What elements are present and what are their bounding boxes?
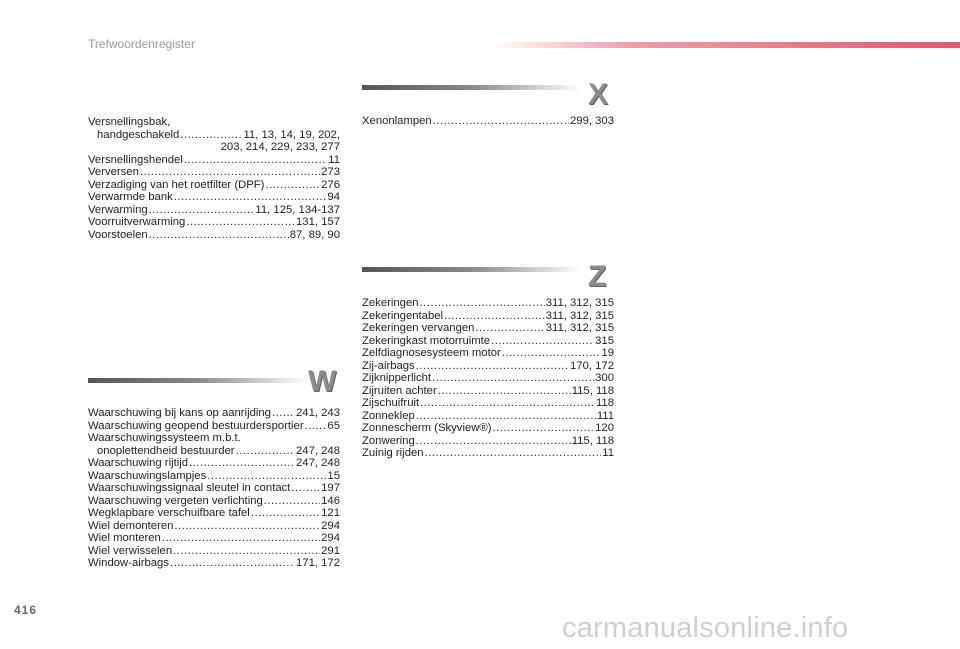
index-entry-term: Wegklapbare verschuifbare tafel — [88, 507, 250, 519]
index-entry — [362, 422, 614, 435]
index-entry-pages: 11, 13, 14, 19, 202, — [243, 128, 340, 141]
dot-leader — [420, 297, 545, 310]
dot-leader — [162, 532, 320, 545]
index-entry-pages: 120 — [595, 422, 614, 434]
index-entry-term: Zonnescherm (Skyview®) — [362, 422, 492, 434]
index-entry-term: Zijruiten achter — [362, 384, 437, 397]
index-entry-term: Waarschuwing bij kans op aanrijding — [88, 407, 271, 419]
index-entry — [362, 310, 614, 323]
index-entry-pages: 291 — [321, 544, 340, 557]
index-entry — [88, 154, 340, 167]
index-entry — [88, 457, 340, 470]
index-entry-term: Voorstoelen — [88, 228, 148, 241]
index-entry-term: Verwarmde bank — [88, 191, 173, 203]
index-entry — [88, 216, 340, 229]
index-entry-term: Zonwering — [362, 434, 415, 447]
index-entry-term: Wiel monteren — [88, 532, 161, 544]
index-entry — [88, 166, 340, 179]
dot-leader — [189, 457, 295, 470]
index-entry-pages: 170, 172 — [570, 359, 614, 372]
dot-leader — [149, 204, 255, 217]
section-w-divider — [88, 378, 308, 383]
index-entry-pages: 11, 125, 134-137 — [255, 203, 340, 216]
index-entry-pages: 247, 248 — [296, 457, 340, 469]
index-entry-term: Versnellingshendel — [88, 153, 183, 166]
dot-leader — [416, 435, 571, 448]
header-accent-bar — [490, 42, 960, 48]
index-entry — [362, 347, 614, 360]
dot-leader — [305, 420, 327, 433]
dot-leader — [236, 445, 295, 458]
index-entry — [88, 204, 340, 217]
index-entry-pages: 197 — [321, 482, 340, 494]
index-entry-term: Xenonlampen — [362, 115, 432, 127]
section-x-divider — [362, 85, 582, 90]
dot-leader — [265, 179, 320, 192]
dot-leader — [251, 507, 320, 520]
index-entry — [88, 532, 340, 545]
section-w-entries — [88, 407, 340, 570]
index-entry — [88, 229, 340, 242]
index-entry-heading: Versnellingsbak, — [88, 116, 171, 128]
index-entry-term: Zijschuifruit — [362, 397, 420, 409]
dot-leader — [174, 191, 327, 204]
dot-leader — [173, 545, 320, 558]
index-entry-pages: 300 — [595, 372, 614, 384]
page-header-title: Trefwoordenregister — [88, 37, 195, 51]
index-entry — [88, 470, 340, 483]
index-entry — [88, 507, 340, 520]
index-entry — [88, 407, 340, 420]
watermark-text: carmanualsonline.info — [562, 612, 849, 644]
dot-leader — [186, 216, 295, 229]
dot-leader — [492, 422, 594, 435]
section-x-letter: X — [588, 78, 609, 111]
index-entry-pages: 11 — [328, 153, 340, 166]
index-entry-term: Wiel demonteren — [88, 519, 174, 532]
index-entry — [88, 179, 340, 192]
index-entry — [362, 385, 614, 398]
dot-leader — [174, 520, 320, 533]
index-entry-pages: 111 — [596, 409, 614, 422]
index-entry — [88, 545, 340, 558]
dot-leader — [475, 322, 544, 335]
dot-leader — [432, 372, 594, 385]
index-entry — [88, 129, 340, 142]
dot-leader — [491, 335, 594, 348]
dot-leader — [416, 410, 596, 423]
section-z-entries — [362, 297, 614, 460]
index-entry-pages: 241, 243 — [296, 407, 340, 419]
index-entry-pages: 131, 157 — [296, 216, 340, 228]
index-entry-pages: 146 — [321, 494, 340, 507]
index-entry-pages: 299, 303 — [570, 115, 614, 127]
index-entry-pages: 247, 248 — [296, 444, 340, 457]
dot-leader — [184, 154, 327, 167]
index-entry-pages: 19 — [601, 347, 614, 359]
index-entry-term: Zekeringen vervangen — [362, 322, 475, 334]
index-entry — [362, 360, 614, 373]
index-entry — [362, 447, 614, 460]
index-entry — [362, 115, 614, 128]
section-z-divider — [362, 267, 582, 272]
index-entry-pages: 311, 312, 315 — [545, 309, 614, 322]
dot-leader — [272, 407, 295, 420]
index-entry-term: onoplettendheid bestuurder — [97, 444, 235, 457]
index-entry-term: Waarschuwingssignaal sleutel in contact — [88, 482, 291, 494]
index-entry-term: Zuinig rijden — [362, 447, 424, 459]
index-entry-pages: 294 — [321, 532, 340, 544]
index-entry — [362, 297, 614, 310]
section-x-entries — [362, 115, 614, 128]
index-entry-pages: 65 — [327, 419, 340, 432]
index-entry-term: Verwarming — [88, 203, 148, 216]
index-entry-pages: 311, 312, 315 — [545, 297, 614, 309]
index-entry-term: Waarschuwing rijtijd — [88, 457, 189, 469]
index-entry-pages: 294 — [321, 519, 340, 532]
index-entry-pages: 121 — [321, 507, 340, 519]
index-entry — [88, 191, 340, 204]
dot-leader — [140, 166, 320, 179]
index-entry — [88, 445, 340, 458]
index-entry — [88, 557, 340, 570]
index-entry-term: Zonneklep — [362, 409, 415, 422]
index-entry-pages: 94 — [327, 191, 340, 203]
index-entry — [88, 420, 340, 433]
dot-leader — [264, 495, 320, 508]
index-entry-pages: 11 — [602, 447, 614, 459]
index-entry-pages: 273 — [321, 166, 340, 178]
index-entry-pages: 311, 312, 315 — [545, 322, 614, 334]
index-entry-term: Zelfdiagnosesysteem motor — [362, 347, 501, 359]
index-entry — [88, 520, 340, 533]
dot-leader — [502, 347, 601, 360]
dot-leader — [444, 310, 545, 323]
section-v-entries — [88, 116, 340, 241]
index-entry-term: Zekeringentabel — [362, 309, 444, 322]
dot-leader — [180, 129, 242, 142]
index-entry-pages-continued: 203, 214, 229, 233, 277 — [220, 141, 340, 153]
index-entry-term: Voorruitverwarming — [88, 216, 186, 228]
index-entry-pages: 115, 118 — [571, 434, 614, 447]
index-entry — [362, 410, 614, 423]
index-entry-pages: 171, 172 — [296, 557, 340, 569]
index-entry-term: Waarschuwing geopend bestuurdersportier — [88, 419, 304, 432]
index-entry-pages: 115, 118 — [571, 384, 614, 397]
index-entry-term: Waarschuwingslampjes — [88, 469, 207, 482]
index-entry — [362, 435, 614, 448]
index-entry — [88, 495, 340, 508]
page-number: 416 — [14, 603, 38, 617]
section-w-letter: W — [308, 365, 337, 398]
index-entry — [362, 372, 614, 385]
index-entry-term: Verversen — [88, 166, 139, 178]
index-entry-pages: 87, 89, 90 — [289, 228, 340, 241]
index-entry-pages: 118 — [595, 397, 614, 409]
index-entry-pages: 15 — [327, 469, 340, 482]
index-entry — [362, 335, 614, 348]
index-entry-term: Waarschuwing vergeten verlichting — [88, 494, 263, 507]
index-entry-pages: 315 — [595, 334, 614, 347]
section-z-letter: Z — [588, 260, 607, 293]
dot-leader — [433, 115, 569, 128]
dot-leader — [416, 360, 569, 373]
dot-leader — [149, 229, 289, 242]
index-entry-term: Window-airbags — [88, 557, 169, 569]
index-entry — [88, 482, 340, 495]
index-entry — [362, 397, 614, 410]
index-entry-term: handgeschakeld — [97, 128, 180, 141]
dot-leader — [207, 470, 326, 483]
dot-leader — [425, 447, 602, 460]
index-entry-term: Verzadiging van het roetfilter (DPF) — [88, 178, 265, 191]
index-entry-term: Zij-airbags — [362, 359, 415, 372]
dot-leader — [291, 482, 320, 495]
dot-leader — [170, 557, 295, 570]
dot-leader — [438, 385, 571, 398]
index-entry-pages: 276 — [321, 178, 340, 191]
index-entry-heading: Waarschuwingssysteem m.b.t. — [88, 432, 241, 444]
index-entry-term: Zijknipperlicht — [362, 372, 432, 384]
dot-leader — [420, 397, 595, 410]
index-entry-term: Zekeringkast motorruimte — [362, 334, 491, 347]
index-entry-term: Zekeringen — [362, 297, 419, 309]
index-entry-term: Wiel verwisselen — [88, 544, 173, 557]
index-entry — [362, 322, 614, 335]
